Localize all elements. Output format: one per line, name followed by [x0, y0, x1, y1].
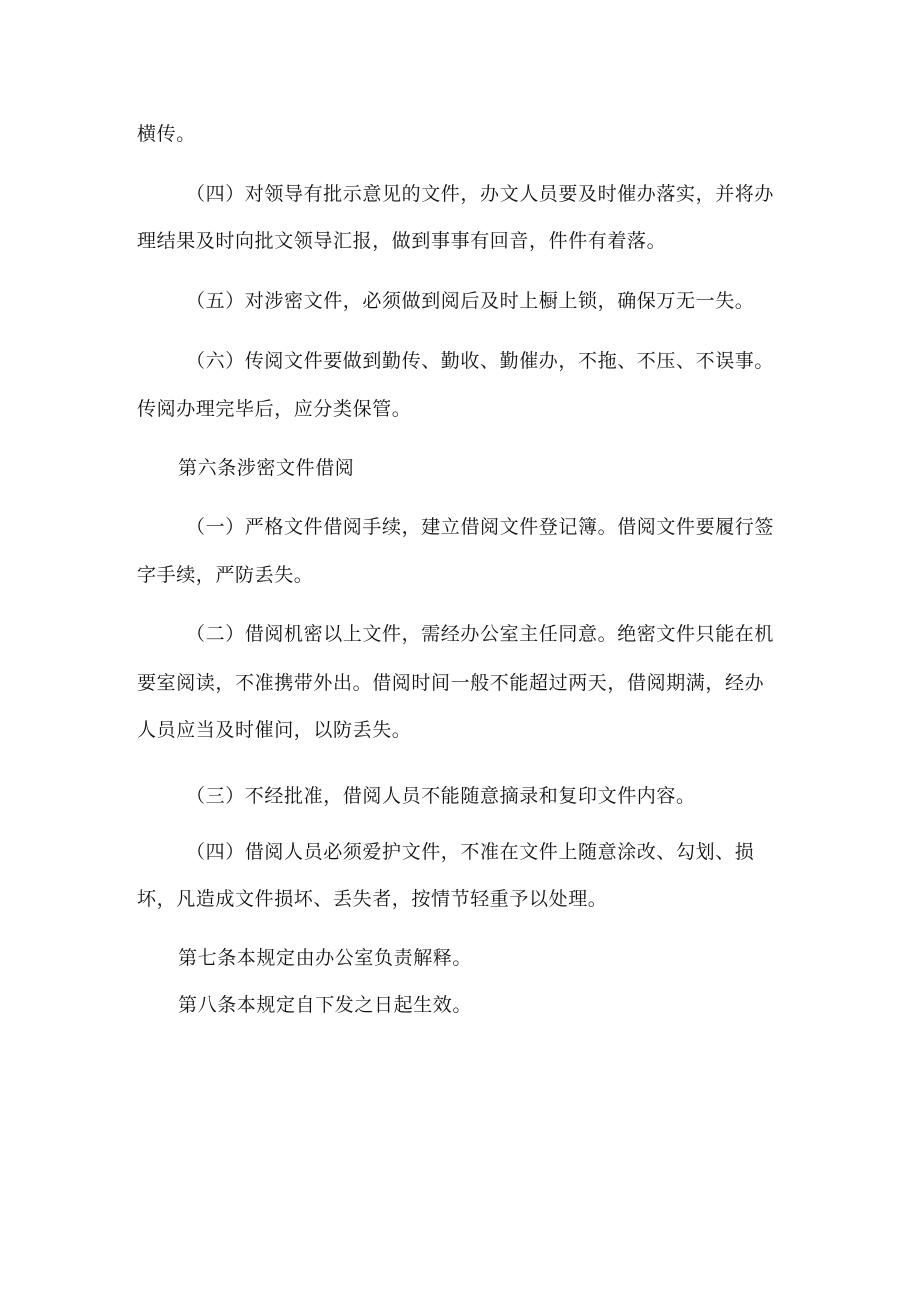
text-line: （二）借阅机密以上文件，需经办公室主任同意。绝密文件只能在机	[186, 623, 775, 645]
text-line: 理结果及时向批文领导汇报，做到事事有回音，件件有着落。	[137, 230, 667, 252]
text-line: （五）对涉密文件，必须做到阅后及时上橱上锁，确保万无一失。	[186, 290, 755, 312]
text-line: 传阅办理完毕后，应分类保管。	[137, 398, 412, 420]
text-line: 人员应当及时催问，以防丢失。	[137, 719, 412, 741]
section-heading: 第七条本规定由办公室负责解释。	[178, 947, 473, 969]
text-line: （四）对领导有批示意见的文件，办文人员要及时催办落实，并将办	[186, 183, 775, 205]
text-line: 要室阅读，不准携带外出。借阅时间一般不能超过两天，借阅期满，经办	[137, 672, 765, 694]
text-line: （三）不经批准，借阅人员不能随意摘录和复印文件内容。	[186, 785, 696, 807]
text-line: （六）传阅文件要做到勤传、勤收、勤催办，不拖、不压、不误事。	[186, 350, 775, 372]
text-line: 坏，凡造成文件损坏、丢失者，按情节轻重予以处理。	[137, 888, 608, 910]
section-heading: 第八条本规定自下发之日起生效。	[178, 994, 473, 1016]
text-line: （四）借阅人员必须爱护文件，不准在文件上随意涂改、勾划、损	[186, 841, 755, 863]
text-line: 横传。	[137, 123, 196, 145]
text-line: （一）严格文件借阅手续，建立借阅文件登记簿。借阅文件要履行签	[186, 516, 775, 538]
section-heading: 第六条涉密文件借阅	[178, 457, 355, 479]
text-line: 字手续，严防丢失。	[137, 564, 314, 586]
